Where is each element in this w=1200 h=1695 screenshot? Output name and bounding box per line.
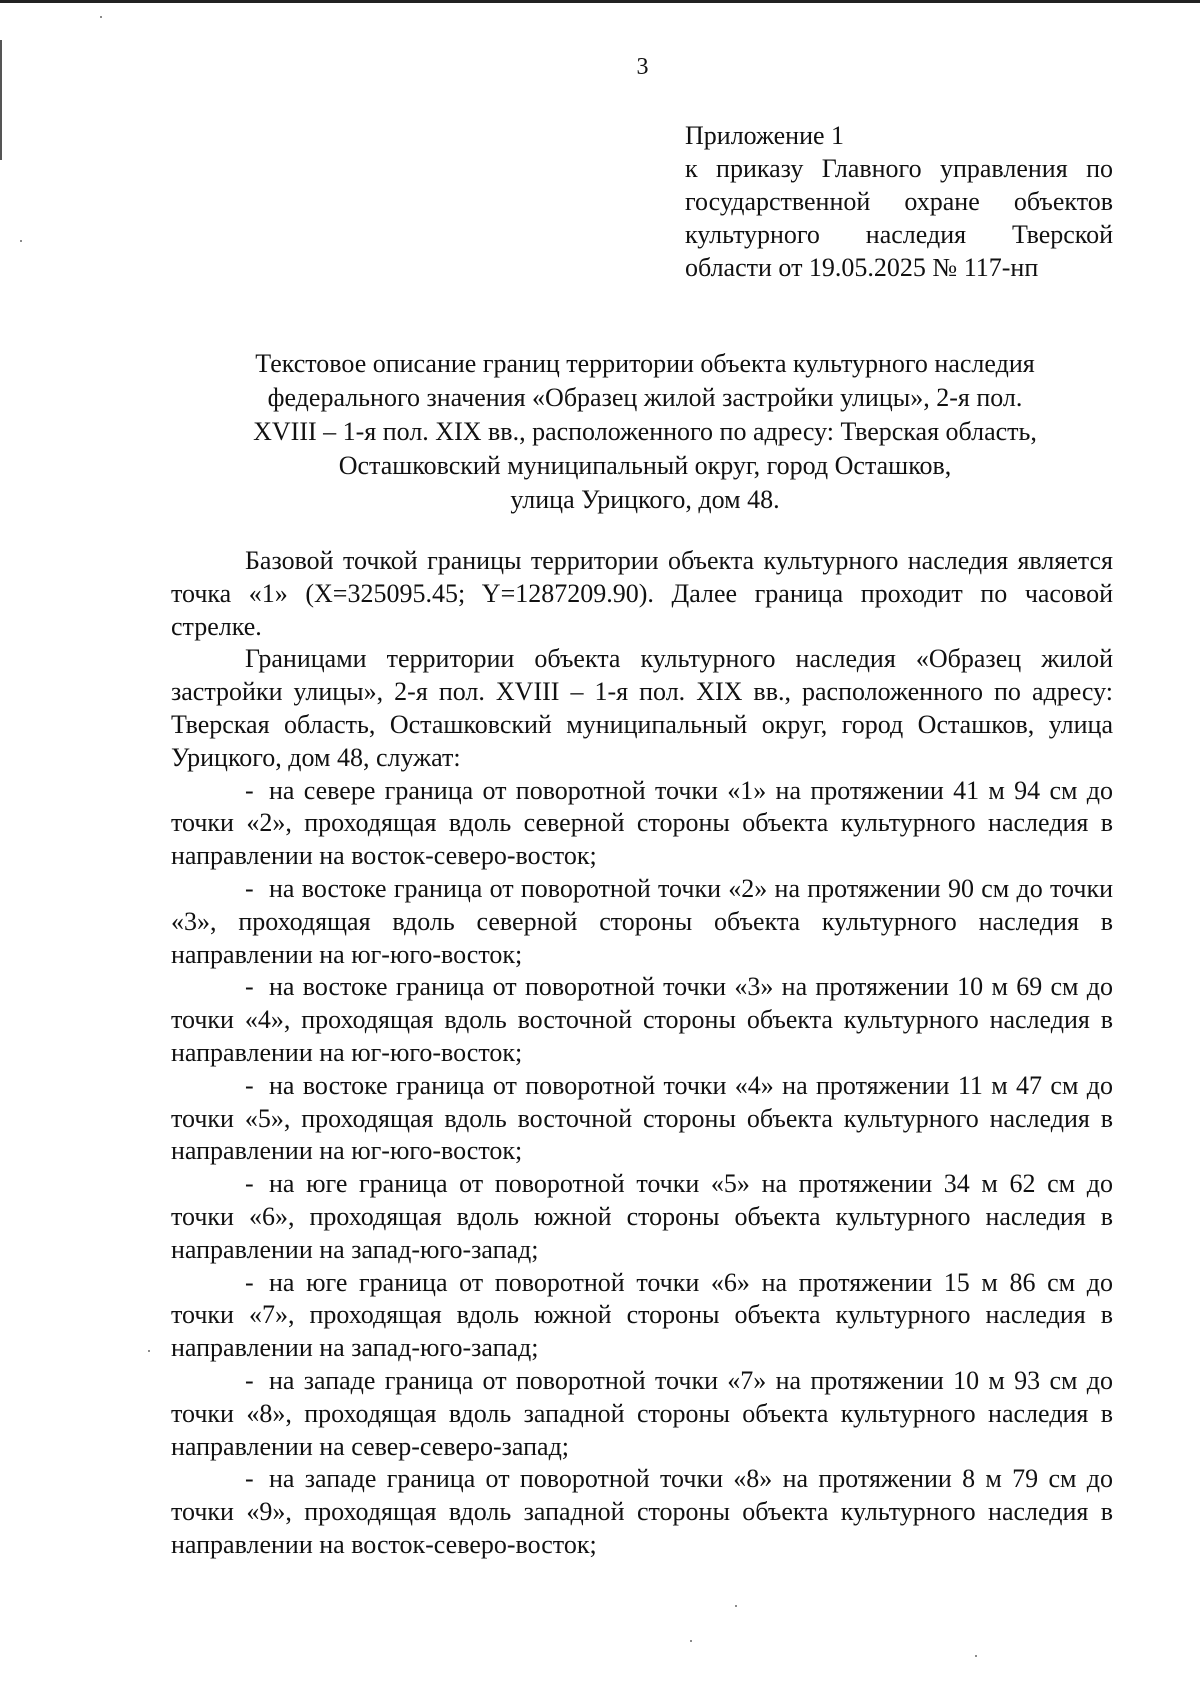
base-point-paragraph: Базовой точкой границы территории объекта культурного наследия является точка «1» (X=325095.45; Y=1287209.90). Далее граница проходит по часовой стрелке. — [171, 546, 1113, 641]
scan-speck — [20, 240, 22, 242]
page-number: 3 — [636, 54, 649, 80]
boundary-item — [171, 775, 1113, 873]
boundary-item-text: на востоке граница от поворотной точки «4» на протяжении 11 м 47 см до точки «5», проходящая вдоль восточной стороны объекта культурного наследия в направлении на юг-юго-восток; — [171, 1070, 1113, 1166]
boundary-item-text: на севере граница от поворотной точки «1» на протяжении 41 м 94 см до точки «2», проходящая вдоль северной стороны объекта культурного наследия в направлении на восток-северо-восток; — [171, 775, 1113, 871]
boundary-item-text: на юге граница от поворотной точки «6» на протяжении 15 м 86 см до точки «7», проходящая вдоль южной стороны объекта культурного наследия в направлении на запад-юго-запад; — [171, 1267, 1113, 1363]
scan-speck — [975, 1655, 977, 1657]
scan-speck — [148, 1350, 150, 1352]
appendix-reference: к приказу Главного управления по государственной охране объектов культурного наследия Тверской области от 19.05.2025 № 117-нп — [685, 154, 1113, 282]
document-title — [150, 347, 1140, 517]
boundaries-intro-paragraph: Границами территории объекта культурного наследия «Образец жилой застройки улицы», 2-я пол. XVIII – 1-я пол. XIX вв., расположенного по адресу: Тверская область, Осташковский муниципальный округ, город Осташков, улица Урицкого, дом 48, служат: — [171, 644, 1113, 772]
appendix-title: Приложение 1 — [685, 121, 845, 150]
list-dash: - — [245, 1070, 254, 1100]
list-dash: - — [245, 972, 254, 1002]
boundary-item — [171, 873, 1113, 971]
boundary-item — [171, 1168, 1113, 1266]
appendix-block — [685, 119, 1113, 284]
document-body — [171, 545, 1113, 1562]
boundary-item — [171, 971, 1113, 1069]
boundary-item-text: на западе граница от поворотной точки «8» на протяжении 8 м 79 см до точки «9», проходящая вдоль западной стороны объекта культурного наследия в направлении на восток-северо-восток; — [171, 1464, 1113, 1559]
list-dash: - — [245, 1267, 254, 1297]
title-line: Текстовое описание границ территории объекта культурного наследия — [255, 349, 1035, 378]
scan-edge-top — [0, 0, 1200, 3]
scan-speck — [100, 16, 102, 18]
scan-speck — [735, 1605, 737, 1607]
boundary-item-text: на юге граница от поворотной точки «5» на протяжении 34 м 62 см до точки «6», проходящая вдоль южной стороны объекта культурного наследия в направлении на запад-юго-запад; — [171, 1169, 1113, 1264]
boundary-item-text: на востоке граница от поворотной точки «3» на протяжении 10 м 69 см до точки «4», проходящая вдоль восточной стороны объекта культурного наследия в направлении на юг-юго-восток; — [171, 972, 1113, 1067]
list-dash: - — [245, 775, 254, 805]
list-dash: - — [245, 873, 254, 903]
boundary-item — [171, 1070, 1113, 1168]
scan-speck — [690, 1640, 692, 1642]
boundary-item-text: на востоке граница от поворотной точки «2» на протяжении 90 см до точки «3», проходящая вдоль северной стороны объекта культурного наследия в направлении на юг-юго-восток; — [171, 873, 1113, 969]
title-line: федерального значения «Образец жилой застройки улицы», 2-я пол. — [267, 383, 1023, 412]
list-dash: - — [245, 1169, 254, 1199]
list-dash: - — [245, 1464, 254, 1494]
title-line: XVIII – 1-я пол. XIX вв., расположенного по адресу: Тверская область, — [253, 417, 1037, 446]
boundary-item — [171, 1267, 1113, 1365]
list-dash: - — [245, 1365, 254, 1395]
title-line: улица Урицкого, дом 48. — [510, 485, 780, 514]
title-line: Осташковский муниципальный округ, город Осташков, — [338, 451, 952, 480]
boundary-item — [171, 1365, 1113, 1463]
boundary-item — [171, 1463, 1113, 1561]
boundary-item-text: на западе граница от поворотной точки «7» на протяжении 10 м 93 см до точки «8», проходящая вдоль западной стороны объекта культурного наследия в направлении на север-северо-запад; — [171, 1365, 1113, 1461]
